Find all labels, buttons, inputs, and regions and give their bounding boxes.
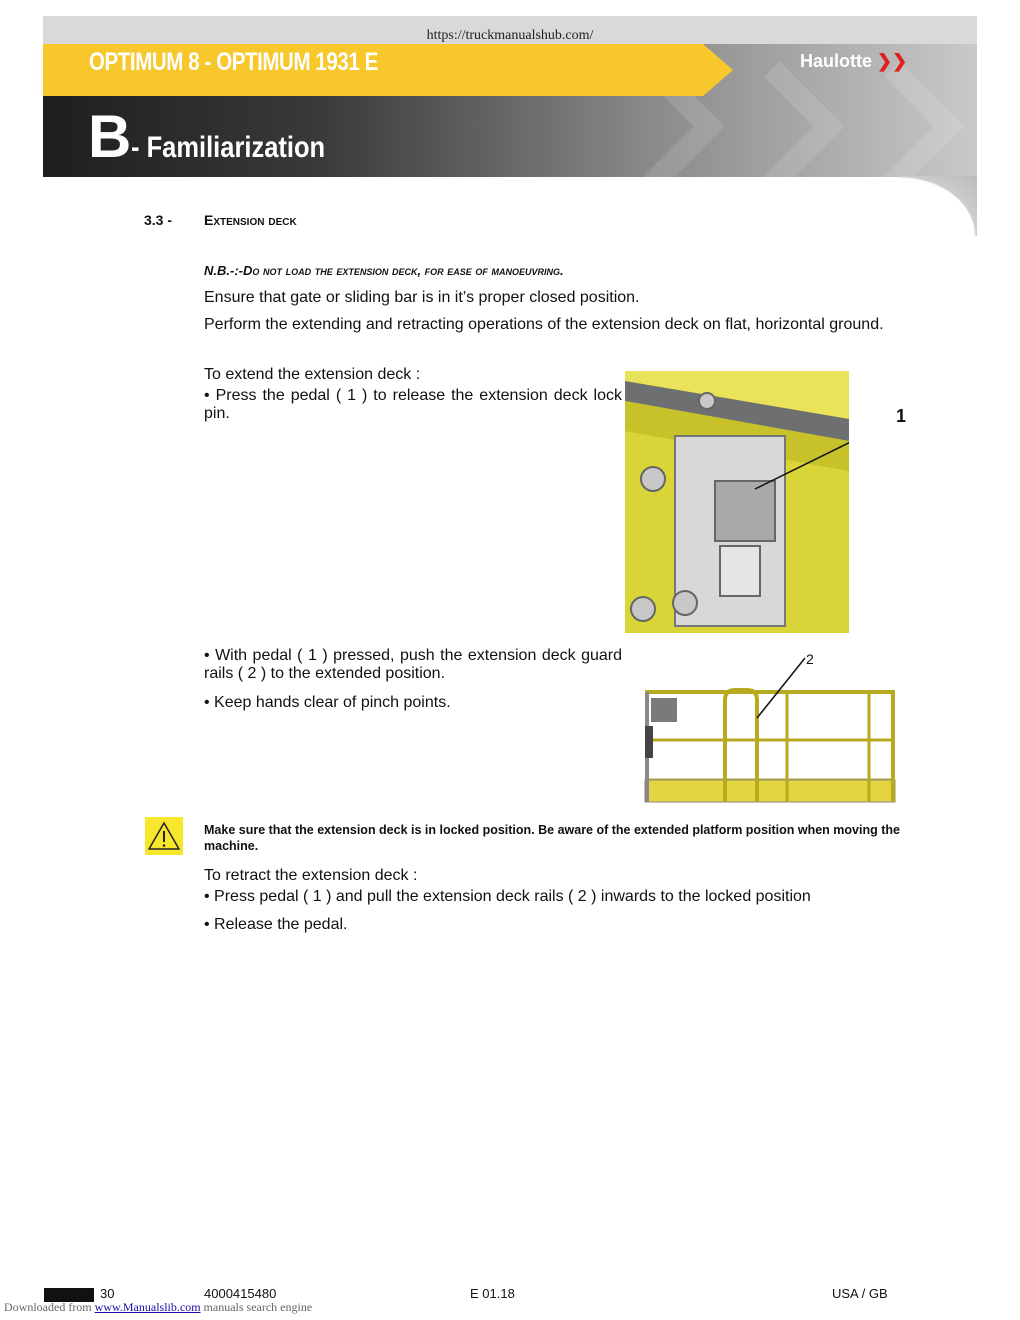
- section-title: Extension deck: [204, 212, 297, 228]
- callout-2: 2: [806, 651, 814, 667]
- source-url[interactable]: https://truckmanualshub.com/: [426, 28, 594, 43]
- product-title: OPTIMUM 8 - OPTIMUM 1931 E: [89, 48, 378, 76]
- list-item: • Keep hands clear of pinch points.: [204, 694, 451, 712]
- paragraph: To retract the extension deck :: [204, 867, 418, 884]
- manualslib-link[interactable]: www.Manualslib.com: [94, 1300, 201, 1314]
- list-item: • Press the pedal ( 1 ) to release the extension deck lock pin.: [204, 387, 622, 423]
- callout-1: 1: [896, 406, 907, 426]
- section-number: 3.3 -: [144, 212, 173, 228]
- paragraph: Perform the extending and retracting operations of the extension deck on flat, horizontal ground.: [204, 316, 884, 333]
- chapter-name: - Familiarization: [131, 131, 326, 164]
- paragraph: To extend the extension deck :: [204, 366, 421, 383]
- logo-chevron-icon: ❯❯: [872, 51, 908, 71]
- warning-text: Make sure that the extension deck is in locked position. Be aware of the extended platform position when moving the machine.: [204, 823, 900, 853]
- paragraph: Ensure that gate or sliding bar is in it’s proper closed position.: [204, 289, 640, 306]
- header-curve-decor: [900, 176, 977, 236]
- region: USA / GB: [832, 1286, 888, 1301]
- list-item: • Press pedal ( 1 ) and pull the extension deck rails ( 2 ) inwards to the locked position: [204, 888, 811, 906]
- guard-rails-drawing: [637, 650, 899, 805]
- chapter-letter: B: [88, 103, 132, 170]
- chapter-title: [88, 102, 360, 171]
- nb-note: N.B.-:-Do not load the extension deck, for ease of manoeuvring.: [204, 263, 564, 278]
- haulotte-logo: Haulotte ❯❯: [800, 51, 908, 71]
- warning-icon: [145, 817, 183, 855]
- doc-number: 4000415480: [204, 1286, 277, 1301]
- pedal-lock-photo: [625, 371, 849, 633]
- list-item: • Release the pedal.: [204, 916, 347, 934]
- download-credit: Downloaded from www.Manualslib.com manuals search engine: [4, 1300, 313, 1314]
- list-item: • With pedal ( 1 ) pressed, push the extension deck guard rails ( 2 ) to the extended position.: [204, 647, 622, 683]
- edition: E 01.18: [470, 1286, 515, 1301]
- page-number: 30: [100, 1286, 115, 1301]
